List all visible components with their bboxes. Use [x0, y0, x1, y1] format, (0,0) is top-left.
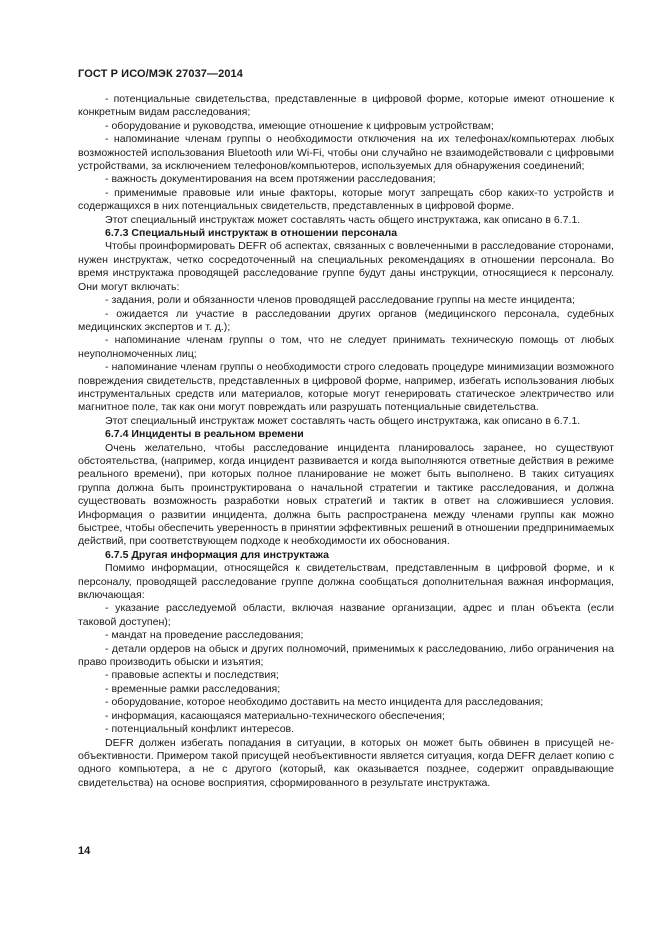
paragraph: - применимые правовые или иные факторы, которые могут запрещать сбор каких-то устройств и содержащихся в них потенциальных свидетельств, представленных в цифровой форме. — [78, 186, 614, 213]
paragraph: - детали ордеров на обыск и других полномочий, применимых к расследованию, либо ограничения на право производить обыски и изъятия; — [78, 642, 614, 669]
paragraph: - оборудование, которое необходимо доставить на место инцидента для расследования; — [105, 696, 544, 709]
section-heading: 6.7.4 Инциденты в реальном времени — [105, 428, 304, 441]
paragraph: - потенциальный конфликт интересов. — [105, 723, 295, 736]
document-header: ГОСТ Р ИСО/МЭК 27037—2014 — [78, 68, 243, 80]
paragraph: Этот специальный инструктаж может составлять часть общего инструктажа, как описано в 6.7.1. — [105, 414, 581, 427]
paragraph: Помимо информации, относящейся к свидетельствам, представленным в цифровой форме, и к персоналу, проводящей расследование группе должна сообщаться дополнительная важная информация, включающая: — [78, 562, 614, 602]
paragraph: - напоминание членам группы о необходимости строго следовать процедуре минимизации возможного повреждения свидетельств, представленных в цифровой форме, например, избегать использования любых инструментальных средств или материалов, которые могут генерировать статическое электричество или магнитное поле, так как они могут повреждать или разрушать потенциальные свидетельства. — [78, 361, 614, 414]
paragraph: - ожидается ли участие в расследовании других органов (медицинского персонала, судебных медицинских экспертов и т. д.); — [78, 307, 614, 333]
paragraph: - важность документирования на всем протяжении расследования; — [105, 173, 436, 186]
paragraph: - напоминание членам группы о том, что не следует принимать техническую помощь от любых неуполномоченных лиц; — [78, 334, 614, 360]
page-number: 14 — [78, 845, 91, 857]
paragraph: - информация, касающаяся материально-технического обеспечения; — [105, 709, 445, 722]
paragraph: - правовые аспекты и последствия; — [105, 669, 279, 682]
paragraph: - напоминание членам группы о необходимости отключения на их телефонах/компьютерах любых возможностей использования Bluetooth или Wi-Fi, чтобы они случайно не взаимодействовали с цифровыми устройствами, за исключением телефонов/компьютеров, используемых для обнаружения соединений; — [78, 133, 614, 173]
paragraph: - задания, роли и обязанности членов проводящей расследование группы на месте инцидента; — [105, 294, 575, 307]
paragraph: - мандат на проведение расследования; — [105, 629, 304, 642]
paragraph: - указание расследуемой области, включая название организации, адрес и план объекта (если таковой доступен); — [78, 602, 614, 628]
section-heading: 6.7.5 Другая информация для инструктажа — [105, 548, 329, 561]
paragraph: - оборудование и руководства, имеющие отношение к цифровым устройствам; — [105, 119, 494, 132]
paragraph: DEFR должен избегать попадания в ситуации, в которых он может быть обвинен в присущей необъективности. Примером такой присущей необъективности является ситуация, когда DEFR делает копию с одного компьютера, а не с другого (который, как оказывается позднее, содержит оправдывающие свидетельства) на основе восприятия, сформированного в результате инструктажа. — [78, 736, 614, 789]
paragraph: Чтобы проинформировать DEFR об аспектах, связанных с вовлеченными в расследование сторонами, нужен инструктаж, четко сосредоточенный на специальных рекомендациях в отношении персонала. Во время инструктажа проводящей расследование группе будут даны инструкции, относящиеся к персоналу. Они могут включать: — [78, 240, 614, 293]
document-body — [78, 93, 614, 790]
paragraph: Очень желательно, чтобы расследование инцидента планировалось заранее, но существуют обстоятельства, (например, когда инцидент развивается и когда выполняются ответные действия в режиме реального времени), при которых полное планирование не может быть выполнено. В таких ситуациях группа должна быть проинструктирована о начальной стратегии и тактике расследования, и должна существовать возможность разработки новых стратегий и тактик в ответ на сложившиеся условия. Информация о развитии инцидента, должна быть распространена между членами группы как можно быстрее, чтобы обеспечить уверенность в принятии эффективных решений в отношении предпринимаемых действий, при соответствующем подходе к необходимости их обоснования. — [78, 441, 614, 548]
section-heading: 6.7.3 Специальный инструктаж в отношении персонала — [105, 227, 398, 240]
paragraph: Этот специальный инструктаж может составлять часть общего инструктажа, как описано в 6.7.1. — [105, 213, 581, 226]
paragraph: - потенциальные свидетельства, представленные в цифровой форме, которые имеют отношение к конкретным видам расследования; — [78, 93, 614, 119]
paragraph: - временные рамки расследования; — [105, 682, 281, 695]
